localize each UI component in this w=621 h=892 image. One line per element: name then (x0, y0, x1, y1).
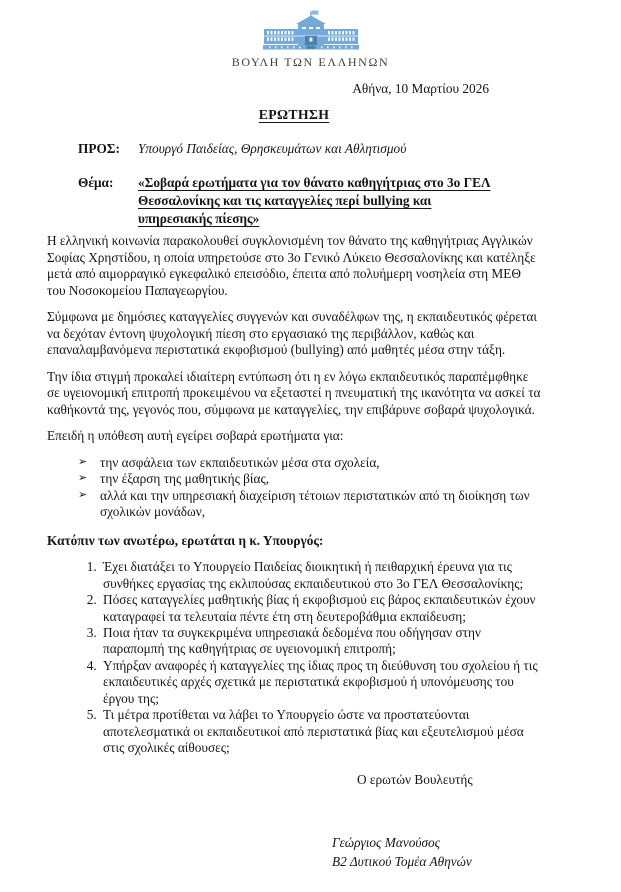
question-item: 3. Ποια ήταν τα συγκεκριμένα υπηρεσιακά δεδομένα που οδήγησαν στην παραπομπή της καθηγήτριας σε υγειονομική επιτροπή; (100, 625, 541, 658)
bullet-text: αλλά και την υπηρεσιακή διαχείριση τέτοιων περιστατικών από τη διοίκηση των σχολικών μονάδων, (100, 487, 530, 520)
bullet-text: την ασφάλεια των εκπαιδευτικών μέσα στα σχολεία, (100, 454, 380, 470)
body-paragraph: Επειδή η υπόθεση αυτή εγείρει σοβαρά ερωτήματα για: (47, 428, 344, 444)
parliament-building-icon (263, 10, 359, 52)
parliament-label: ΒΟΥΛΗ ΤΩΝ ΕΛΛΗΝΩΝ (231, 55, 390, 69)
body-paragraph: Την ίδια στιγμή προκαλεί ιδιαίτερη εντύπωση ότι η εν λόγω εκπαιδευτικός παραπέμφθηκε σε υγειονομική επιτροπή προκειμένου να εξεταστεί η πνευματική της ικανότητα να ασκεί τα καθήκοντά της, γεγονός που, σύμφωνα με καταγγελίες, την επιβάρυνε σοβαρά ψυχολογικά. (47, 368, 541, 417)
list-item (47, 488, 541, 521)
date-line: Αθήνα, 10 Μαρτίου 2026 (352, 81, 489, 97)
question-item: 1. Έχει διατάξει το Υπουργείο Παιδείας διοικητική ή πειθαρχική έρευνα για τις συνθήκες εργασίας της εκλιπούσας εκπαιδευτικού στο 3ο ΓΕΛ Θεσσαλονίκης; (100, 559, 541, 592)
subject-row (78, 174, 541, 228)
to-value: Υπουργό Παιδείας, Θρησκευμάτων και Αθλητισμού (138, 140, 407, 156)
signature-title: Β2 Δυτικού Τομέα Αθηνών (332, 854, 472, 870)
recipient-row (78, 140, 541, 157)
list-item (47, 471, 541, 487)
arrow-bullet-icon: ➢ (78, 472, 88, 485)
signature-block (332, 834, 541, 872)
closing-line: Ο ερωτών Βουλευτής (357, 771, 473, 787)
body-paragraph: Η ελληνική κοινωνία παρακολουθεί συγκλονισμένη τον θάνατο της καθηγήτριας Αγγλικών Σοφίας Χρηστίδου, η οποία υπηρετούσε στο 3ο Γενικό Λύκειο Θεσσαλονίκης και κατέληξε μετά από αιμορραγικό εγκεφαλικό επεισόδιο, έπειτα από πολυήμερη νοσηλεία στη ΜΕΘ του Νοσοκομείου Παπαγεωργίου. (47, 233, 536, 298)
questions-list (47, 559, 541, 757)
question-item: 5. Τι μέτρα προτίθεται να λάβει το Υπουργείο ώστε να προστατεύονται αποτελεσματικά οι εκπαιδευτικοί από περιστατικά βίας και εξευτελισμού μέσα στις σχολικές αίθουσες; (100, 707, 541, 756)
subject-text (138, 174, 490, 228)
document-content (47, 81, 541, 872)
arrow-bullet-icon: ➢ (78, 455, 88, 468)
signature-name: Γεώργιος Μανούσος (332, 835, 441, 851)
subject-line: «Σοβαρά ερωτήματα για τον θάνατο καθηγήτριας στο 3ο ΓΕΛ (138, 175, 491, 191)
subject-line: Θεσσαλονίκης και τις καταγγελίες περί bullying και (138, 193, 432, 209)
to-label: ΠΡΟΣ: (78, 140, 120, 156)
body-paragraph: Σύμφωνα με δημόσιες καταγγελίες συγγενών και συναδέλφων της, η εκπαιδευτικός φέρεται να δεχόταν έντονη ψυχολογική πίεση στο εργασιακό της περιβάλλον, καθώς και επαναλαμβανόμενα περιστατικά εκφοβισμού (bullying) από μαθητές μέσα στην τάξη. (47, 309, 537, 358)
arrow-bullet-icon: ➢ (78, 488, 88, 501)
logo-block (0, 10, 621, 69)
list-item (47, 455, 541, 471)
question-item: 2. Πόσες καταγγελίες μαθητικής βίας ή εκφοβισμού εις βάρος εκπαιδευτικών έχουν καταγραφεί τα τελευταία πέντε έτη στη δευτεροβάθμια εκπαίδευση; (100, 592, 541, 625)
question-item: 4. Υπήρξαν αναφορές ή καταγγελίες της ίδιας προς τη διεύθυνση του σχολείου ή τις εκπαιδευτικές αρχές σχετικά με περιστατικά εκφοβισμού ή υπονόμευσης του έργου της; (100, 658, 541, 707)
document-title: ΕΡΩΤΗΣΗ (258, 106, 330, 122)
subject-label: Θέμα: (78, 175, 114, 191)
concerns-list (47, 455, 541, 521)
bullet-text: την έξαρση της μαθητικής βίας, (100, 471, 270, 487)
questions-heading: Κατόπιν των ανωτέρω, ερωτάται η κ. Υπουργός: (47, 532, 324, 548)
subject-line: υπηρεσιακής πίεσης» (138, 211, 260, 227)
